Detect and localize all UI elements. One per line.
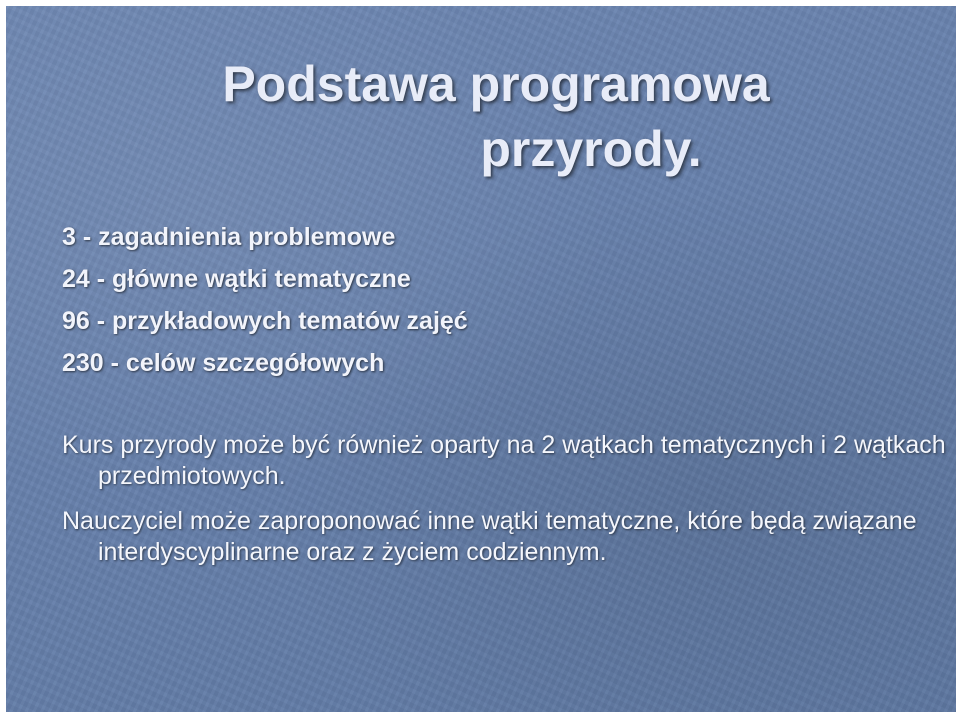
- slide: [6, 6, 956, 712]
- stat-item: 230 - celów szczegółowych: [62, 349, 385, 377]
- slide-title-line-1: Podstawa programowa: [222, 56, 770, 112]
- paragraph-teacher: Nauczyciel może zaproponować inne wątki tematyczne, które będą związane interdyscyplinarne oraz z życiem codziennym.: [62, 507, 917, 566]
- stat-item: 3 - zagadnienia problemowe: [62, 223, 396, 251]
- paragraph-course: Kurs przyrody może być również oparty na 2 wątkach tematycznych i 2 wątkach przedmiotowych.: [62, 431, 946, 490]
- stat-item: 96 - przykładowych tematów zajęć: [62, 307, 468, 335]
- stat-item: 24 - główne wątki tematyczne: [62, 265, 411, 293]
- stats-list: [62, 216, 468, 384]
- slide-title-line-2: przyrody.: [480, 121, 702, 177]
